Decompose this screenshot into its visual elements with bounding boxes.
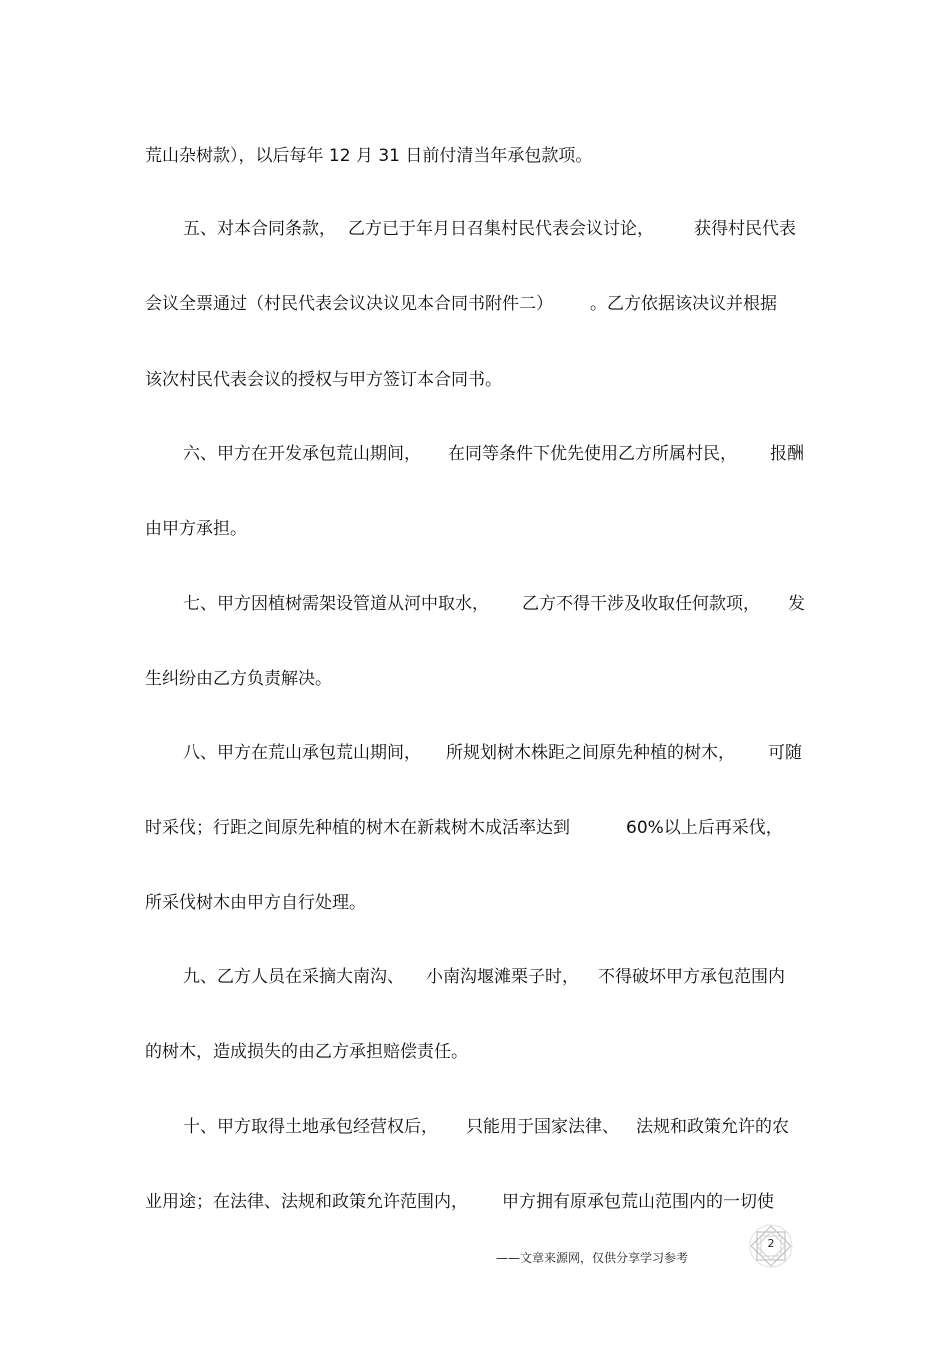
line-segment: 七、甲方因植树需架设管道从河中取水， xyxy=(183,594,489,614)
line-segment: 五、对本合同条款， xyxy=(183,219,336,239)
line-segment: 在同等条件下优先使用乙方所属村民， xyxy=(448,444,737,464)
line-segment: 甲方拥有原承包荒山范围内的一切使 xyxy=(502,1192,774,1212)
line-segment: 只能用于国家法律、 xyxy=(466,1117,619,1137)
line-segment: 可随 xyxy=(768,743,802,763)
line-segment: 。乙方依据该决议并根据 xyxy=(590,294,777,314)
line-segment: 所采伐树木由甲方自行处理。 xyxy=(145,893,366,913)
line-segment: 乙方不得干涉及收取任何款项， xyxy=(522,594,760,614)
paragraph-line xyxy=(0,1042,468,1102)
line-segment: 十、甲方取得土地承包经营权后， xyxy=(183,1117,438,1137)
line-segment: 不得破坏甲方承包范围内 xyxy=(598,967,785,987)
line-segment: 发 xyxy=(788,594,805,614)
line-segment: 该次村民代表会议的授权与甲方签订本合同书。 xyxy=(145,370,502,390)
line-segment: 小南沟堰滩栗子时， xyxy=(426,967,579,987)
line-segment: 时采伐；行距之间原先种植的树木在新栽树木成活率达到 xyxy=(145,818,570,838)
page-number: 2 xyxy=(767,1237,775,1250)
line-segment: 获得村民代表 xyxy=(694,219,796,239)
line-segment: 荒山杂树款），以后每年 12 月 31 日前付清当年承包款项。 xyxy=(145,146,593,166)
footer-source-note: ——文章来源网，仅供分享学习参考 xyxy=(496,1251,689,1265)
line-segment: 由甲方承担。 xyxy=(145,519,247,539)
line-segment: 九、乙方人员在采摘大南沟、 xyxy=(183,967,404,987)
paragraph-line xyxy=(0,893,366,953)
paragraph-line xyxy=(0,818,783,898)
page-number-badge xyxy=(747,1222,795,1270)
paragraph-line xyxy=(0,669,332,729)
line-segment: 的树木，造成损失的由乙方承担赔偿责任。 xyxy=(145,1042,468,1062)
line-segment: 60%以上后再采伐， xyxy=(626,818,783,838)
line-segment: 会议全票通过（村民代表会议决议见本合同书附件二） xyxy=(145,294,553,314)
paragraph-line xyxy=(0,519,247,579)
line-segment: 业用途；在法律、法规和政策允许范围内， xyxy=(145,1192,468,1212)
paragraph-line xyxy=(0,370,502,430)
line-segment: 报酬 xyxy=(770,444,804,464)
line-segment: 八、甲方在荒山承包荒山期间， xyxy=(183,743,421,763)
line-segment: 所规划树木株距之间原先种植的树木， xyxy=(446,743,735,763)
paragraph-line xyxy=(0,294,777,374)
line-segment: 六、甲方在开发承包荒山期间， xyxy=(183,444,421,464)
line-segment: 法规和政策允许的农 xyxy=(636,1117,789,1137)
line-segment: 乙方已于年月日召集村民代表会议讨论， xyxy=(348,219,654,239)
line-segment: 生纠纷由乙方负责解决。 xyxy=(145,669,332,689)
paragraph-line xyxy=(0,146,593,206)
